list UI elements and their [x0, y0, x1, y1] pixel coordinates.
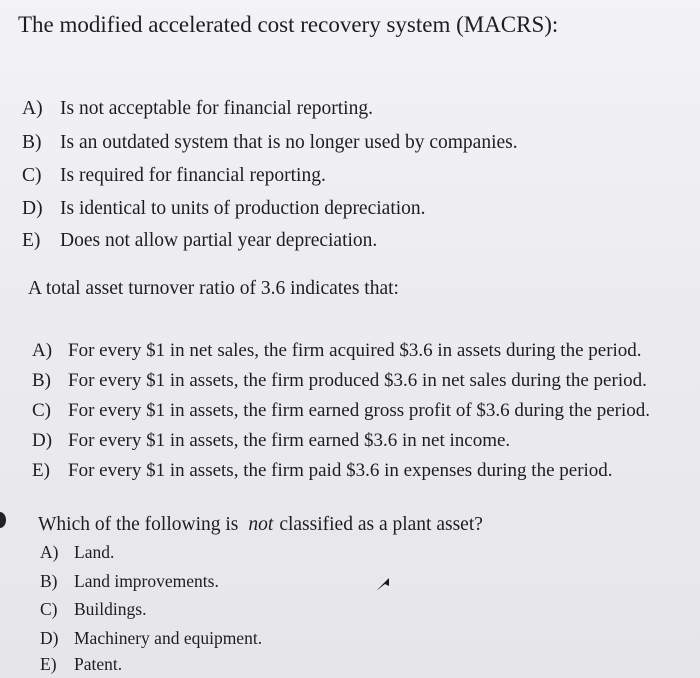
option-text: Does not allow partial year depreciation.	[60, 230, 378, 251]
q2-option-b	[32, 370, 647, 392]
q3-option-d	[40, 628, 262, 649]
q1-option-b	[22, 132, 518, 154]
q3-option-b	[40, 571, 219, 592]
option-letter: C)	[32, 400, 51, 421]
option-text: For every $1 in assets, the firm earned $3.6 in net income.	[68, 430, 511, 451]
option-letter: A)	[40, 542, 59, 562]
option-letter: C)	[40, 599, 58, 619]
q2-option-e	[32, 460, 613, 482]
q1-option-c	[22, 165, 326, 187]
stem-emphasis: not	[248, 514, 274, 535]
option-letter: D)	[22, 198, 43, 219]
q2-option-c	[32, 400, 650, 422]
option-text: Is identical to units of production depreciation.	[60, 198, 426, 219]
option-text: Is not acceptable for financial reporting.	[60, 98, 373, 119]
stem-text: Which of the following is	[38, 514, 239, 535]
q1-option-d	[22, 198, 426, 220]
option-text: For every $1 in net sales, the firm acquired $3.6 in assets during the period.	[68, 340, 642, 361]
stem-text: classified as a plant asset?	[279, 514, 483, 535]
option-text: Buildings.	[74, 599, 147, 619]
option-letter: B)	[22, 132, 42, 153]
option-letter: A)	[32, 340, 53, 361]
q1-option-e	[22, 230, 377, 252]
q1-option-a	[22, 98, 373, 120]
question-1-stem: The modified accelerated cost recovery system (MACRS):	[18, 12, 559, 37]
option-letter: C)	[22, 165, 42, 186]
option-text: For every $1 in assets, the firm produced $3.6 in net sales during the period.	[68, 370, 647, 391]
q3-option-a	[40, 542, 114, 563]
option-letter: E)	[40, 654, 57, 674]
mouse-cursor-icon	[374, 575, 392, 593]
edge-mark-decoration	[0, 512, 6, 528]
option-letter: A)	[22, 98, 43, 119]
option-text: Land improvements.	[74, 571, 219, 591]
q2-option-a	[32, 340, 642, 362]
option-letter: E)	[22, 230, 41, 251]
option-text: For every $1 in assets, the firm earned gross profit of $3.6 during the period.	[68, 400, 651, 421]
option-letter: B)	[40, 571, 58, 591]
option-letter: E)	[32, 460, 50, 481]
option-text: Is an outdated system that is no longer used by companies.	[60, 132, 518, 153]
question-2-stem: A total asset turnover ratio of 3.6 indicates that:	[28, 278, 399, 299]
option-text: For every $1 in assets, the firm paid $3.6 in expenses during the period.	[68, 460, 613, 481]
q3-option-c	[40, 599, 146, 620]
question-3-stem	[38, 514, 483, 536]
option-text: Patent.	[74, 654, 123, 674]
option-text: Is required for financial reporting.	[60, 165, 326, 186]
option-letter: B)	[32, 370, 51, 391]
option-text: Land.	[74, 542, 115, 562]
option-letter: D)	[40, 628, 59, 648]
option-text: Machinery and equipment.	[74, 628, 263, 648]
q2-option-d	[32, 430, 510, 452]
q3-option-e	[40, 654, 122, 675]
option-letter: D)	[32, 430, 53, 451]
